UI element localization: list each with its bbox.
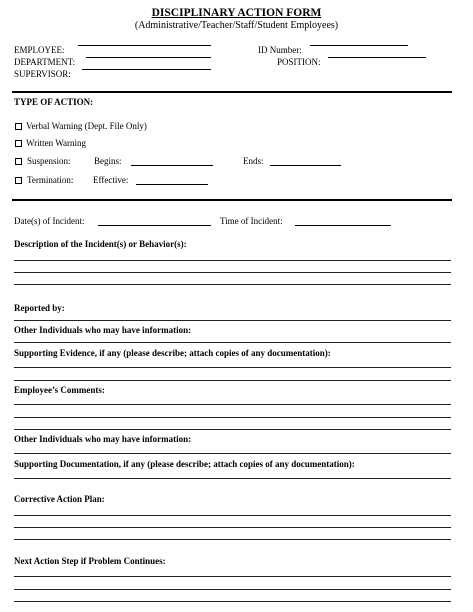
supervisor-label: SUPERVISOR: (14, 69, 71, 79)
next-action-line[interactable] (14, 576, 451, 577)
employee-comments-line[interactable] (14, 417, 451, 418)
suspension-label: Suspension: (27, 156, 71, 166)
next-action-label: Next Action Step if Problem Continues: (14, 556, 166, 566)
suspension-checkbox[interactable] (15, 158, 22, 165)
id-number-label: ID Number: (258, 45, 302, 55)
other-individuals-label: Other Individuals who may have information: (14, 325, 192, 335)
employee-label: EMPLOYEE: (14, 45, 65, 55)
position-field[interactable] (328, 57, 426, 58)
next-action-line[interactable] (14, 601, 451, 602)
other-individuals-line[interactable] (14, 453, 451, 454)
supporting-evidence-line[interactable] (14, 367, 451, 368)
termination-label: Termination: (27, 175, 74, 185)
employee-field[interactable] (78, 45, 211, 46)
begins-label: Begins: (94, 156, 122, 166)
termination-checkbox[interactable] (15, 177, 22, 184)
form-subtitle: (Administrative/Teacher/Staff/Student Employees) (134, 20, 339, 31)
verbal-warning-label: Verbal Warning (Dept. File Only) (26, 121, 147, 131)
description-label: Description of the Incident(s) or Behavior(s): (14, 239, 187, 249)
type-of-action-heading: TYPE OF ACTION: (14, 97, 94, 107)
section-divider (12, 91, 452, 93)
supporting-documentation-line[interactable] (14, 478, 451, 479)
written-warning-checkbox[interactable] (15, 140, 22, 147)
department-field[interactable] (86, 57, 211, 58)
other-individuals-line[interactable] (14, 342, 451, 343)
employee-comments-line[interactable] (14, 404, 451, 405)
dates-of-incident-label: Date(s) of Incident: (14, 216, 85, 226)
written-warning-label: Written Warning (26, 138, 86, 148)
effective-field[interactable] (136, 184, 208, 185)
next-action-line[interactable] (14, 589, 451, 590)
supporting-documentation-label: Supporting Documentation, if any (please describe; attach copies of any documentation): (14, 459, 355, 469)
effective-label: Effective: (93, 175, 129, 185)
corrective-action-label: Corrective Action Plan: (14, 494, 105, 504)
corrective-action-line[interactable] (14, 527, 451, 528)
reported-by-label: Reported by: (14, 303, 65, 313)
description-line[interactable] (14, 260, 451, 261)
time-of-incident-label: Time of Incident: (220, 216, 283, 226)
description-line[interactable] (14, 272, 451, 273)
form-title: DISCIPLINARY ACTION FORM (151, 7, 322, 19)
verbal-warning-checkbox[interactable] (15, 123, 22, 130)
ends-label: Ends: (243, 156, 264, 166)
supporting-evidence-line[interactable] (14, 380, 451, 381)
employee-comments-line[interactable] (14, 429, 451, 430)
corrective-action-line[interactable] (14, 539, 451, 540)
begins-field[interactable] (131, 165, 213, 166)
time-of-incident-field[interactable] (295, 225, 391, 226)
supervisor-field[interactable] (82, 69, 211, 70)
reported-by-line[interactable] (14, 320, 451, 321)
other-individuals-label: Other Individuals who may have information: (14, 434, 192, 444)
ends-field[interactable] (270, 165, 341, 166)
dates-of-incident-field[interactable] (98, 225, 211, 226)
description-line[interactable] (14, 284, 451, 285)
section-divider (12, 199, 452, 201)
corrective-action-line[interactable] (14, 515, 451, 516)
id-number-field[interactable] (310, 45, 408, 46)
department-label: DEPARTMENT: (14, 57, 76, 67)
position-label: POSITION: (277, 57, 321, 67)
supporting-evidence-label: Supporting Evidence, if any (please describe; attach copies of any documentation): (14, 348, 331, 358)
employee-comments-label: Employee’s Comments: (14, 385, 105, 395)
